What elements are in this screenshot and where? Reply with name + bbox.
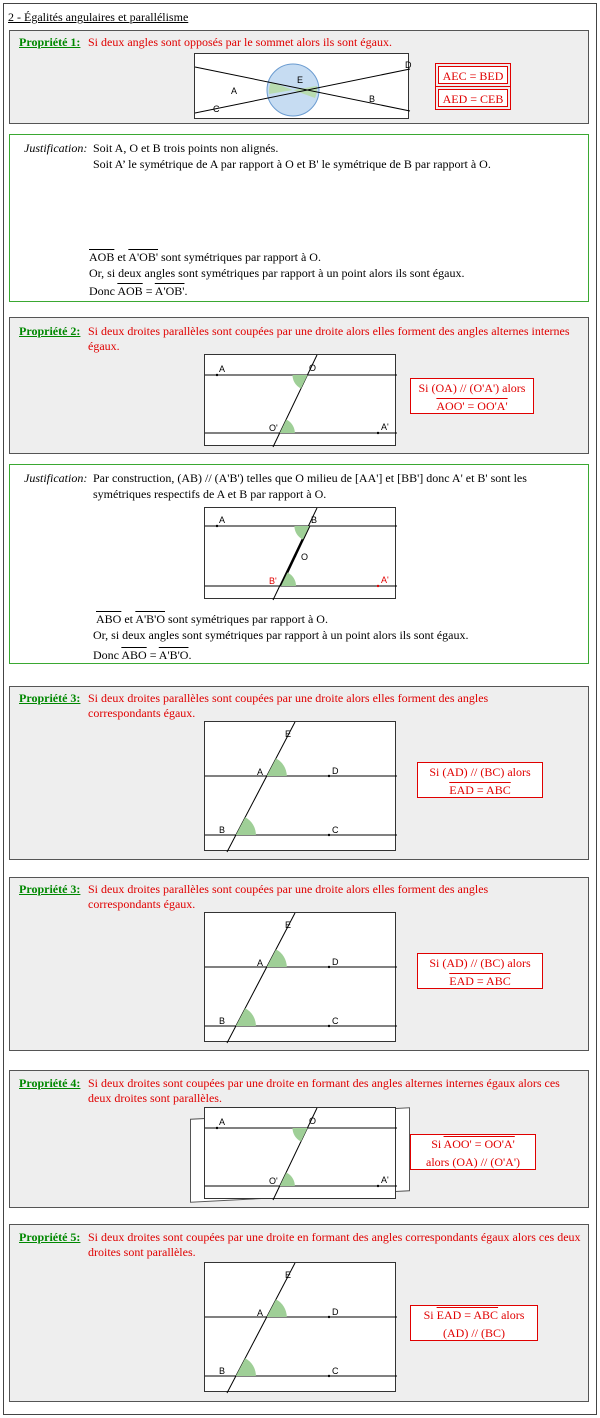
label-O: O [301,552,309,562]
property-3-result-line-2: EAD = ABC [449,783,511,797]
label-E: E [285,1270,292,1280]
property-2-result-line-1: Si (OA) // (O'A') alors [418,381,526,395]
property-2-text: Si deux droites parallèles sont coupées par une droite alors elles forment des angles alternes internes égaux. [88,324,570,353]
justification-1-line-5: Donc $\overline{AOB} = A'OB'$. [89,284,188,298]
property-1-result-1: AEC = BED [438,66,508,84]
justification-1-line-4: Or, si deux angles sont symétriques par rapport à un point alors ils sont égaux. [89,266,465,280]
label-A-prime: A' [381,422,389,432]
property-5-result [410,1305,538,1341]
property-1-result-2: AED = CEB [438,89,508,107]
property-3-label: Propriété 3: [19,691,81,705]
label-C: C [213,104,220,114]
justification-2-line-2: symétriques respectifs de A et B par rapport à O. [93,487,327,501]
justification-1-line-3: $\overline{AOB}$ et A'OB' sont symétriques par rapport à O. [89,250,321,264]
label-E: E [285,729,292,739]
property-5-box [9,1224,589,1402]
label-O: O [309,1116,317,1126]
property-2-result-line-2: AOO' = OO'A' [436,399,508,413]
property-2-label: Propriété 2: [19,324,81,338]
justification-2-box [9,464,589,664]
section-title: 2 - Égalités angulaires et parallélisme [8,10,189,24]
property-3-bis-box [9,877,589,1051]
label-A: A [219,364,226,374]
figure-alternate-angles [204,354,396,446]
property-1-text: Si deux angles sont opposés par le sommet alors ils sont égaux. [88,35,392,49]
justification-2-line-3: $\overline{ABO}$ et A'B'O sont symétriques par rapport à O. [96,612,328,626]
property-3-bis-result [417,953,543,989]
property-4-result-line-1: Si AOO' = OO'A' [431,1137,515,1151]
label-B: B [311,515,318,525]
label-A: A [231,86,238,96]
label-D: D [332,766,339,776]
label-C: C [332,1016,339,1026]
property-3-text: Si deux droites parallèles sont coupées par une droite alors elles forment des angles correspondants égaux. [88,691,489,720]
label-B: B [219,1016,226,1026]
label-E: E [297,75,304,85]
figure-corresponding-angles [204,721,396,851]
property-4-label: Propriété 4: [19,1076,81,1090]
property-2-result [410,378,534,414]
label-B: B [219,1366,226,1376]
justification-1-line-2: Soit A’ le symétrique de A par rapport à O et B' le symétrique de B par rapport à O. [93,157,491,171]
property-3-bis-text: Si deux droites parallèles sont coupées par une droite alors elles forment des angles correspondants égaux. [88,882,489,911]
label-D: D [332,1307,339,1317]
property-2-box [9,317,589,454]
label-O-prime: O' [269,423,278,433]
label-O-prime: O' [269,1176,278,1186]
label-B: B [369,94,376,104]
label-O: O [309,363,317,373]
property-5-text: Si deux droites sont coupées par une droite en formant des angles correspondants égaux alors ces deux droites sont parallèles. [88,1230,581,1259]
justification-2-label: Justification: [24,471,88,485]
property-4-box [9,1070,589,1208]
property-5-result-line-1: Si EAD = ABC alors [423,1308,525,1322]
figure-corresponding-angles-bis [204,912,396,1042]
property-3-bis-result-line-1: Si (AD) // (BC) alors [429,956,531,970]
property-4-result [410,1134,536,1170]
property-3-result-line-1: Si (AD) // (BC) alors [429,765,531,779]
figure-corresponding-angles-converse [204,1262,396,1392]
label-C: C [332,825,339,835]
label-A-prime: A' [381,1175,389,1185]
label-A: A [257,1308,264,1318]
figure-symmetry [204,507,396,599]
justification-2-line-4: Or, si deux angles sont symétriques par rapport à un point alors ils sont égaux. [93,628,469,642]
property-3-bis-label: Propriété 3: [19,882,81,896]
property-4-result-line-2: alors (OA) // (O'A') [426,1155,520,1169]
label-E: E [285,920,292,930]
label-B: B [219,825,226,835]
justification-2-line-5: Donc $\overline{ABO} = A'B'O$. [93,648,192,662]
property-3-box [9,686,589,860]
label-A-prime: A' [381,575,389,585]
label-A: A [257,767,264,777]
justification-1-box [9,134,589,302]
property-1-box [9,30,589,124]
label-A: A [257,958,264,968]
label-A: A [219,515,226,525]
figure-opposite-angles [194,53,412,119]
property-5-label: Propriété 5: [19,1230,81,1244]
justification-1-label: Justification: [24,141,88,155]
label-C: C [332,1366,339,1376]
justification-1-line-1: Soit A, O et B trois points non alignés. [93,141,279,155]
figure-alternate-angles-converse [204,1107,396,1199]
justification-2-line-1: Par construction, (AB) // (A'B') telles que O milieu de [AA'] et [BB'] donc A' et B' sont les [93,471,527,485]
property-3-bis-result-line-2: EAD = ABC [449,974,511,988]
label-D: D [405,60,412,70]
label-B-prime: B' [269,576,277,586]
property-5-result-line-2: (AD) // (BC) [443,1326,505,1340]
property-3-result [417,762,543,798]
property-1-label: Propriété 1: [19,35,81,49]
label-D: D [332,957,339,967]
label-A: A [219,1117,226,1127]
property-4-text: Si deux droites sont coupées par une droite en formant des angles alternes internes égaux alors ces deux droites sont parallèles. [88,1076,560,1105]
